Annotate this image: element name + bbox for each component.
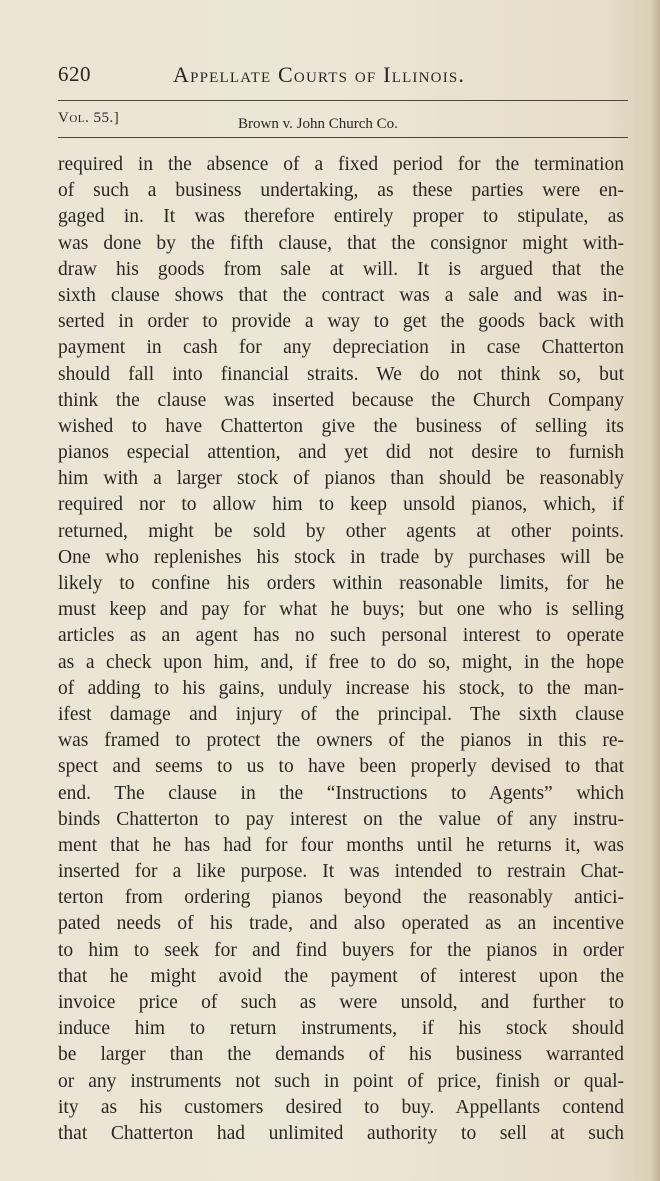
text-line: ment that he has had for four months until he returns it, was (58, 834, 624, 856)
text-line: was framed to protect the owners of the pianos in this re- (58, 730, 624, 752)
text-line: payment in cash for any depreciation in case Chatterton (58, 337, 624, 359)
text-line: likely to confine his orders within reasonable limits, for he (58, 573, 624, 594)
text-line: of adding to his gains, unduly increase his stock, to the man- (58, 677, 624, 699)
text-line: be larger than the demands of his business warranted (58, 1044, 624, 1066)
text-line: him with a larger stock of pianos than should be reasonably (58, 468, 624, 490)
text-line: think the clause was inserted because the Church Company (58, 389, 624, 411)
text-line: as a check upon him, and, if free to do so, might, in the hope (58, 651, 624, 673)
text-line: ity as his customers desired to buy. Appellants contend (58, 1096, 624, 1118)
text-line: must keep and pay for what he buys; but one who is selling (58, 599, 624, 621)
text-line: end. The clause in the “Instructions to Agents” which (58, 782, 624, 804)
header-rule-bottom (58, 137, 628, 138)
text-line: pated needs of his trade, and also operated as an incentive (58, 913, 624, 935)
text-line: binds Chatterton to pay interest on the value of any instru- (58, 808, 624, 830)
text-line: returned, might be sold by other agents at other points. (58, 520, 624, 542)
text-line: wished to have Chatterton give the business of selling its (58, 415, 624, 437)
text-line: draw his goods from sale at will. It is argued that the (58, 258, 624, 280)
text-line: ifest damage and injury of the principal. The sixth clause (58, 703, 624, 725)
text-line: required in the absence of a fixed period for the termination (58, 154, 624, 175)
text-line: serted in order to provide a way to get the goods back with (58, 311, 624, 333)
header-rule-top (58, 100, 628, 101)
text-line: was done by the fifth clause, that the consignor might with- (58, 232, 624, 254)
text-line: that Chatterton had unlimited authority to sell at such (58, 1122, 624, 1144)
case-name: Brown v. John Church Co. (238, 116, 398, 132)
text-line: One who replenishes his stock in trade by purchases will be (58, 546, 624, 568)
text-line: spect and seems to us to have been properly devised to that (58, 756, 624, 778)
page-edge-shadow (650, 0, 660, 1181)
text-line: or any instruments not such in point of price, finish or qual- (58, 1070, 624, 1092)
text-line: to him to seek for and find buyers for the pianos in order (58, 939, 624, 961)
text-line: sixth clause shows that the contract was a sale and was in- (58, 284, 624, 306)
text-line: of such a business undertaking, as these parties were en- (58, 180, 624, 202)
text-line: gaged in. It was therefore entirely proper to stipulate, as (58, 206, 624, 228)
text-line: pianos especial attention, and yet did not desire to furnish (58, 442, 624, 464)
text-line: articles as an agent has no such personal interest to operate (58, 625, 624, 647)
text-line: that he might avoid the payment of interest upon the (58, 965, 624, 987)
text-line: terton from ordering pianos beyond the reasonably antici- (58, 887, 624, 909)
case-subheader (58, 110, 618, 132)
page-number: 620 (58, 62, 91, 86)
text-line: inserted for a like purpose. It was intended to restrain Chat- (58, 861, 624, 883)
page-header (58, 62, 518, 98)
text-line: required nor to allow him to keep unsold pianos, which, if (58, 494, 624, 516)
text-line: induce him to return instruments, if his stock should (58, 1018, 624, 1040)
opinion-body-text (58, 152, 624, 1147)
volume-label: Vol. 55.] (58, 110, 120, 126)
text-line: should fall into financial straits. We do not think so, but (58, 363, 624, 385)
running-title: Appellate Courts of Illinois. (173, 62, 466, 87)
text-line: invoice price of such as were unsold, and further to (58, 992, 624, 1013)
